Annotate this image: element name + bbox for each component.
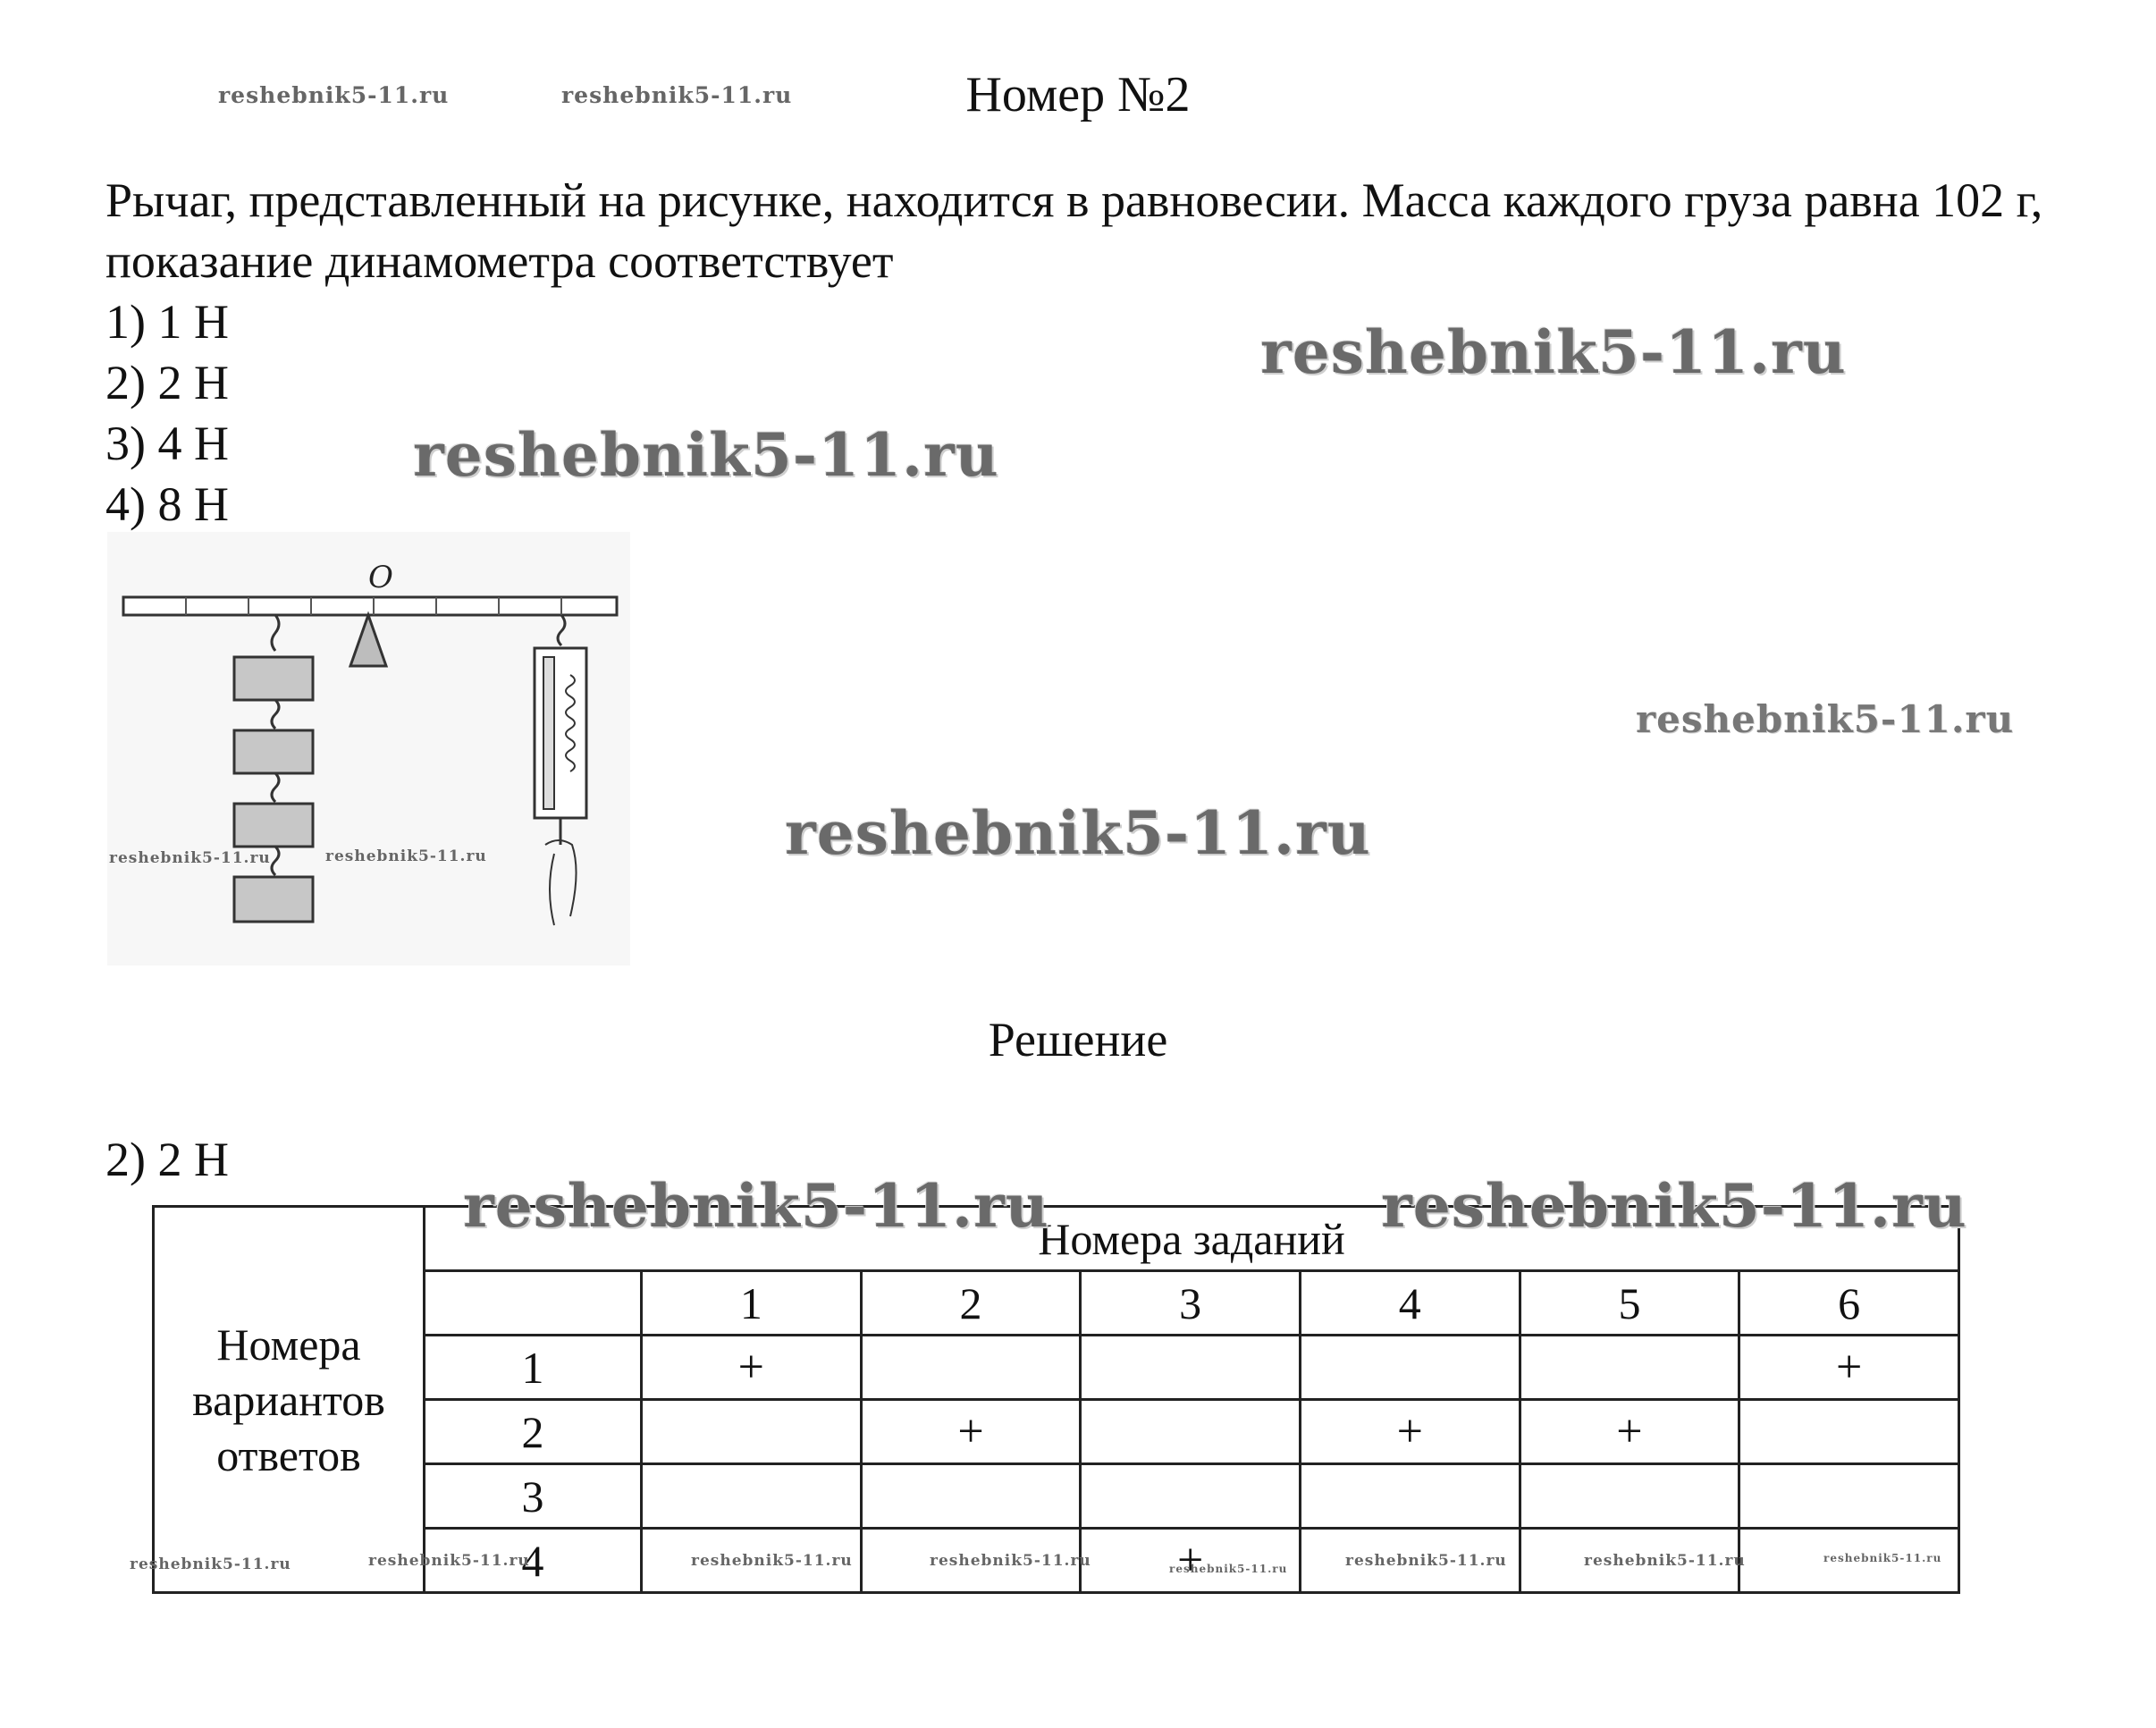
variant-number: 4 — [425, 1529, 642, 1593]
watermark: reshebnik5-11.ru — [1169, 1563, 1288, 1575]
watermark: reshebnik5-11.ru — [325, 847, 487, 865]
mark-cell — [642, 1400, 862, 1464]
weights-stack — [234, 615, 313, 922]
task-number: 2 — [861, 1271, 1081, 1336]
lever-figure — [107, 532, 630, 965]
lever-beam — [123, 597, 617, 615]
watermark: reshebnik5-11.ru — [930, 1552, 1091, 1570]
tasks-header: Номера заданий — [425, 1207, 1959, 1271]
variant-number: 3 — [425, 1464, 642, 1529]
mark-cell — [1081, 1464, 1301, 1529]
mark-cell: + — [1739, 1336, 1959, 1400]
mark-cell — [1300, 1464, 1520, 1529]
watermark: reshebnik5-11.ru — [1823, 1552, 1942, 1564]
watermark: reshebnik5-11.ru — [561, 82, 793, 108]
mark-cell: + — [861, 1400, 1081, 1464]
pivot-label: O — [368, 560, 393, 595]
option-1: 1) 1 Н — [105, 295, 229, 349]
mark-cell — [642, 1464, 862, 1529]
answer-table — [152, 1205, 1960, 1594]
mark-cell — [1520, 1464, 1739, 1529]
option-3: 3) 4 Н — [105, 417, 229, 470]
mark-cell: + — [1520, 1400, 1739, 1464]
variant-number: 1 — [425, 1336, 642, 1400]
solution-heading: Решение — [988, 1013, 1168, 1066]
task-number: 3 — [1081, 1271, 1301, 1336]
page-title: Номер №2 — [965, 67, 1191, 122]
watermark: reshebnik5-11.ru — [1584, 1552, 1746, 1570]
task-paragraph: Рычаг, представленный на рисунке, находится в равновесии. Масса каждого груза равна 102 г, показание динамометра соответствует — [105, 173, 2043, 288]
watermark: reshebnik5-11.ru — [463, 1171, 1049, 1241]
mark-cell — [861, 1336, 1081, 1400]
table-row — [154, 1336, 1959, 1400]
watermark: reshebnik5-11.ru — [218, 82, 450, 108]
watermark: reshebnik5-11.ru — [1260, 317, 1847, 387]
watermark: reshebnik5-11.ru — [691, 1552, 853, 1570]
task-number: 4 — [1300, 1271, 1520, 1336]
mark-cell — [1081, 1400, 1301, 1464]
task-number: 5 — [1520, 1271, 1739, 1336]
watermark: reshebnik5-11.ru — [1636, 697, 2015, 741]
option-2: 2) 2 Н — [105, 356, 229, 409]
watermark: reshebnik5-11.ru — [368, 1552, 530, 1570]
table-row — [154, 1464, 1959, 1529]
watermark: reshebnik5-11.ru — [130, 1555, 291, 1573]
watermark: reshebnik5-11.ru — [785, 798, 1371, 868]
variant-number: 2 — [425, 1400, 642, 1464]
corner-cell — [425, 1271, 642, 1336]
variants-header: Номера вариантов ответов — [154, 1207, 425, 1593]
watermark: reshebnik5-11.ru — [1381, 1171, 1967, 1241]
task-number: 1 — [642, 1271, 862, 1336]
option-4: 4) 8 Н — [105, 477, 229, 531]
mark-cell — [1739, 1400, 1959, 1464]
solution-answer: 2) 2 Н — [105, 1133, 229, 1186]
answer-options — [105, 291, 229, 535]
watermark: reshebnik5-11.ru — [1345, 1552, 1507, 1570]
task-text — [105, 170, 2072, 291]
mark-cell — [1300, 1336, 1520, 1400]
mark-cell — [861, 1464, 1081, 1529]
mark-cell — [1520, 1336, 1739, 1400]
table-row — [154, 1400, 1959, 1464]
mark-cell — [1739, 1464, 1959, 1529]
mark-cell — [1081, 1336, 1301, 1400]
watermark: reshebnik5-11.ru — [413, 420, 999, 490]
watermark: reshebnik5-11.ru — [109, 849, 271, 867]
lever-diagram — [107, 532, 630, 965]
mark-cell: + — [1081, 1529, 1301, 1593]
task-number: 6 — [1739, 1271, 1959, 1336]
mark-cell: + — [642, 1336, 862, 1400]
mark-cell: + — [1300, 1400, 1520, 1464]
